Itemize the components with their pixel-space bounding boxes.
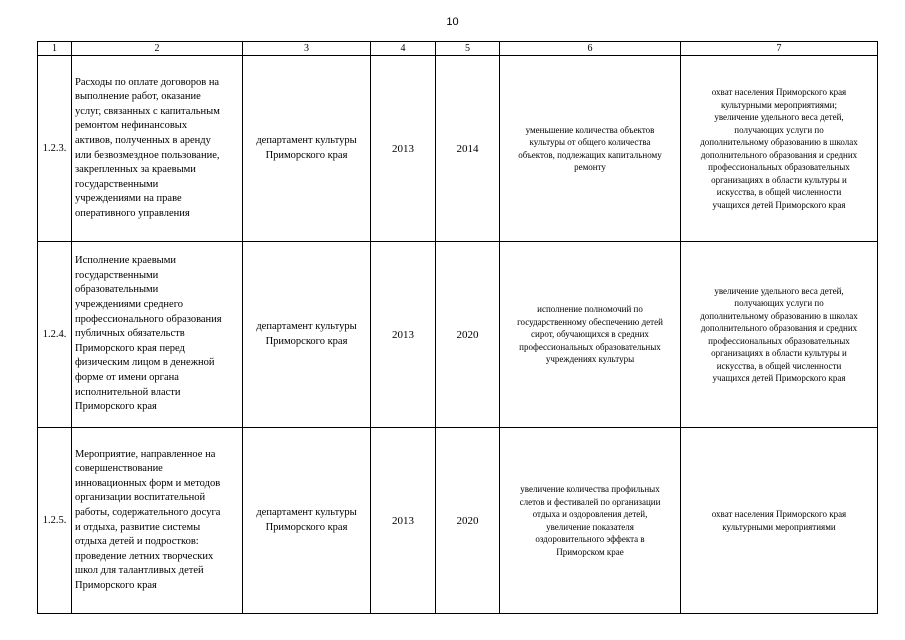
column-header: 2 bbox=[72, 42, 243, 56]
responsible-department: департамент культуры Приморского края bbox=[243, 428, 371, 614]
start-year: 2013 bbox=[371, 56, 436, 242]
column-header: 5 bbox=[436, 42, 500, 56]
measures-table bbox=[37, 41, 878, 614]
table-row bbox=[38, 56, 878, 242]
end-year: 2020 bbox=[436, 242, 500, 428]
linked-indicators: охват населения Приморского края культурными мероприятиями bbox=[681, 428, 878, 614]
table-row bbox=[38, 428, 878, 614]
start-year: 2013 bbox=[371, 428, 436, 614]
measure-description: Мероприятие, направленное на совершенствование инновационных форм и методов организации воспитательной работы, содержательного досуга и отдыха, развитие системы отдыха детей и подростков: проведение летних творческих школ для талантливых детей Приморского края bbox=[72, 428, 243, 614]
row-number: 1.2.5. bbox=[38, 428, 72, 614]
column-header: 7 bbox=[681, 42, 878, 56]
linked-indicators: охват населения Приморского края культурными мероприятиями; увеличение удельного веса детей, получающих услуги по дополнительному образованию в школах дополнительного образования и средних профессиональных образовательных организациях в области культуры и искусства, в общей численности учащихся детей Приморского края bbox=[681, 56, 878, 242]
column-header: 6 bbox=[500, 42, 681, 56]
linked-indicators: увеличение удельного веса детей, получающих услуги по дополнительному образованию в школах дополнительного образования и средних профессиональных образовательных организациях в области культуры и искусства, в общей численности учащихся детей Приморского края bbox=[681, 242, 878, 428]
table-header-row bbox=[38, 42, 878, 56]
expected-result: исполнение полномочий по государственному обеспечению детей сирот, обучающихся в средних профессиональных образовательных учреждениях культуры bbox=[500, 242, 681, 428]
table-row bbox=[38, 242, 878, 428]
end-year: 2014 bbox=[436, 56, 500, 242]
start-year: 2013 bbox=[371, 242, 436, 428]
responsible-department: департамент культуры Приморского края bbox=[243, 242, 371, 428]
expected-result: увеличение количества профильных слетов и фестивалей по организации отдыха и оздоровления детей, увеличение показателя оздоровительного эффекта в Приморском крае bbox=[500, 428, 681, 614]
measure-description: Исполнение краевыми государственными образовательными учреждениями среднего профессионального образования публичных обязательств Приморского края перед физическим лицом в денежной форме от имени органа исполнительной власти Приморского края bbox=[72, 242, 243, 428]
row-number: 1.2.3. bbox=[38, 56, 72, 242]
row-number: 1.2.4. bbox=[38, 242, 72, 428]
responsible-department: департамент культуры Приморского края bbox=[243, 56, 371, 242]
end-year: 2020 bbox=[436, 428, 500, 614]
page-number: 10 bbox=[446, 16, 459, 28]
measure-description: Расходы по оплате договоров на выполнение работ, оказание услуг, связанных с капитальным ремонтом нефинансовых активов, полученных в аренду или безвозмездное пользование, закрепленных за краевыми государственными учреждениями на праве оперативного управления bbox=[72, 56, 243, 242]
expected-result: уменьшение количества объектов культуры от общего количества объектов, подлежащих капитальному ремонту bbox=[500, 56, 681, 242]
column-header: 4 bbox=[371, 42, 436, 56]
column-header: 1 bbox=[38, 42, 72, 56]
column-header: 3 bbox=[243, 42, 371, 56]
